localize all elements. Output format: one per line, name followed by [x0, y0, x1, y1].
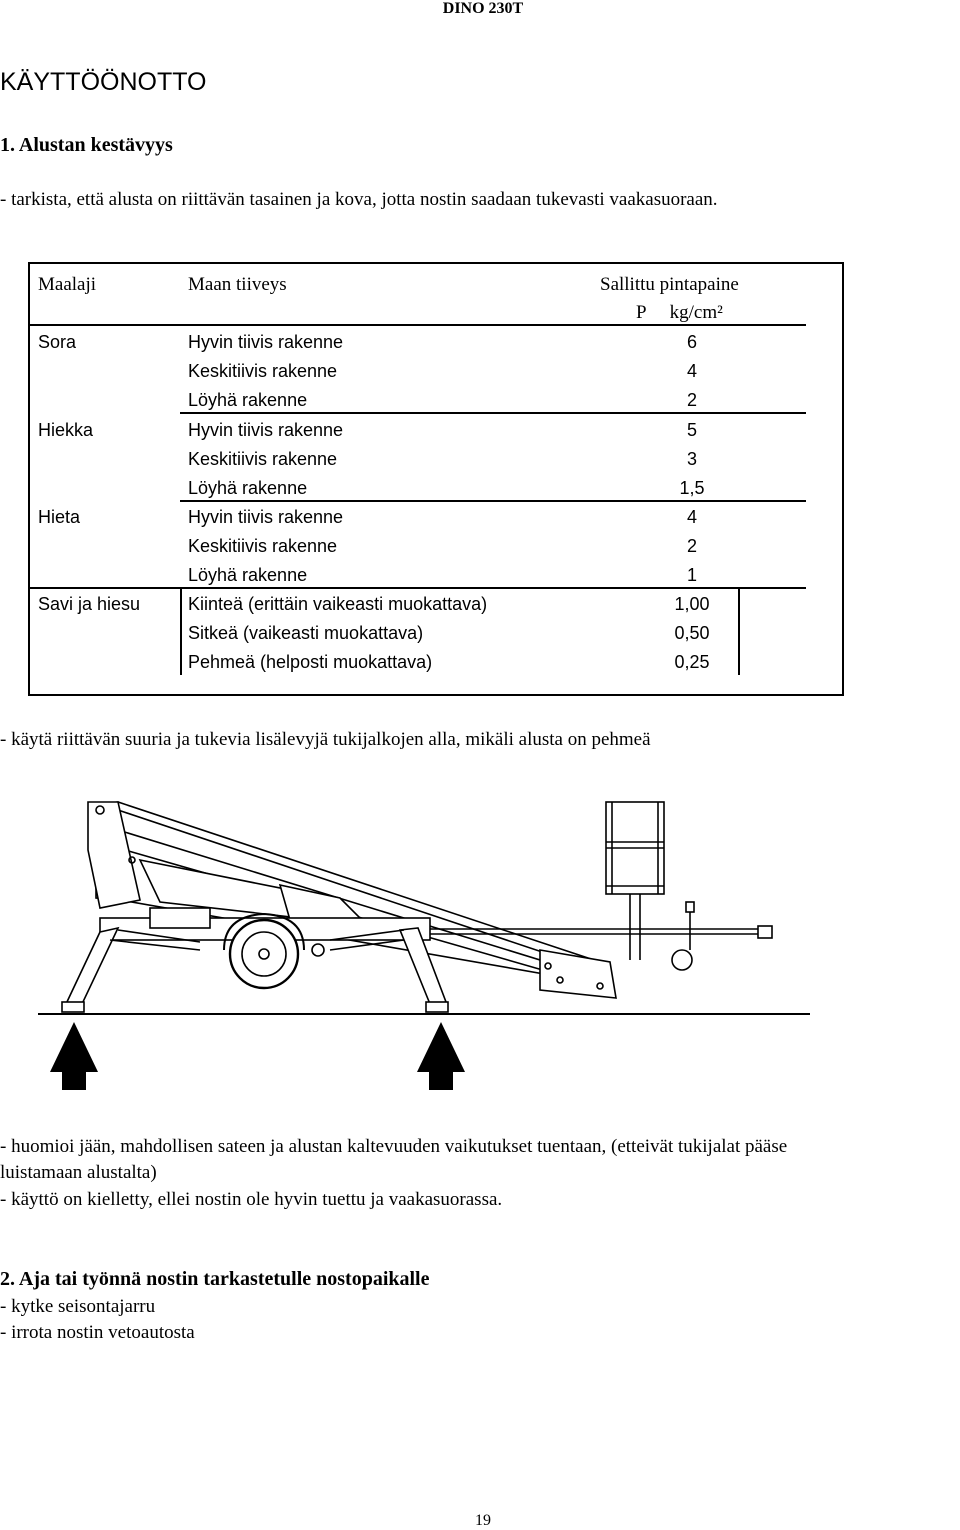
note-ice-slope-line1: - huomioi jään, mahdollisen sateen ja alustan kaltevuuden vaikutukset tuentaan, (etteivät tukijalat pääse — [0, 1136, 788, 1157]
hub-detail — [312, 944, 324, 956]
ground-type-label: Savi ja hiesu — [38, 594, 141, 614]
column-header-pressure: Sallittu pintapaine — [600, 274, 739, 295]
support-arrow-left — [50, 1022, 98, 1090]
density-label: Löyhä rakenne — [188, 390, 308, 410]
pressure-value: 2 — [686, 536, 697, 556]
boom — [88, 802, 616, 998]
group-divider — [30, 587, 806, 589]
group-divider — [180, 412, 806, 414]
density-label: Löyhä rakenne — [188, 565, 308, 585]
document-header: DINO 230T — [442, 0, 524, 17]
jockey-wheel — [672, 950, 692, 970]
lift-diagram — [0, 790, 960, 1100]
column-divider — [180, 589, 182, 675]
pressure-value: 2 — [686, 390, 697, 410]
group-divider — [180, 500, 806, 502]
section-1-intro: - tarkista, että alusta on riittävän tasainen ja kova, jotta nostin saadaan tukevasti vaakasuoraan. — [0, 189, 718, 210]
pressure-value: 3 — [686, 449, 697, 469]
density-label: Sitkeä (vaikeasti muokattava) — [188, 623, 424, 643]
section-2-step-1: - kytke seisontajarru — [0, 1296, 156, 1317]
ground-type-label: Sora — [38, 332, 77, 352]
pressure-value: 1,00 — [674, 594, 710, 614]
column-header-unit: P kg/cm² — [636, 302, 723, 323]
note-support-pads: - käytä riittävän suuria ja tukevia lisälevyjä tukijalkojen alla, mikäli alusta on pehmeä — [0, 729, 651, 750]
section-1-heading: 1. Alustan kestävyys — [0, 134, 173, 156]
note-ice-slope-line2: luistamaan alustalta) — [0, 1162, 157, 1183]
section-2-heading: 2. Aja tai työnnä nostin tarkastetulle nostopaikalle — [0, 1268, 430, 1290]
pressure-value: 1,5 — [679, 478, 705, 498]
pressure-value: 4 — [686, 507, 697, 527]
work-basket — [606, 802, 664, 960]
ground-type-label: Hieta — [38, 507, 81, 527]
ground-type-label: Hiekka — [38, 420, 94, 440]
support-arrow-right — [417, 1022, 465, 1090]
ground-pressure-table — [28, 262, 844, 696]
page-number: 19 — [475, 1512, 491, 1529]
column-header-density: Maan tiiveys — [188, 274, 287, 295]
column-divider — [738, 589, 740, 675]
pressure-value: 4 — [686, 361, 697, 381]
density-label: Kiinteä (erittäin vaikeasti muokattava) — [188, 594, 488, 614]
density-label: Hyvin tiivis rakenne — [188, 332, 344, 352]
table-header-divider — [30, 324, 806, 326]
pressure-value: 5 — [686, 420, 697, 440]
pressure-value: 1 — [686, 565, 697, 585]
density-label: Hyvin tiivis rakenne — [188, 420, 344, 440]
pressure-value: 0,50 — [674, 623, 710, 643]
density-label: Keskitiivis rakenne — [188, 449, 338, 469]
density-label: Pehmeä (helposti muokattava) — [188, 652, 433, 672]
density-label: Hyvin tiivis rakenne — [188, 507, 344, 527]
pressure-value: 6 — [686, 332, 697, 352]
density-label: Keskitiivis rakenne — [188, 361, 338, 381]
note-use-forbidden: - käyttö on kielletty, ellei nostin ole hyvin tuettu ja vaakasuorassa. — [0, 1189, 503, 1210]
page-title: KÄYTTÖÖNOTTO — [0, 68, 207, 96]
pressure-value: 0,25 — [674, 652, 710, 672]
density-label: Keskitiivis rakenne — [188, 536, 338, 556]
density-label: Löyhä rakenne — [188, 478, 308, 498]
column-header-ground: Maalaji — [38, 274, 97, 295]
section-2-step-2: - irrota nostin vetoautosta — [0, 1322, 195, 1343]
